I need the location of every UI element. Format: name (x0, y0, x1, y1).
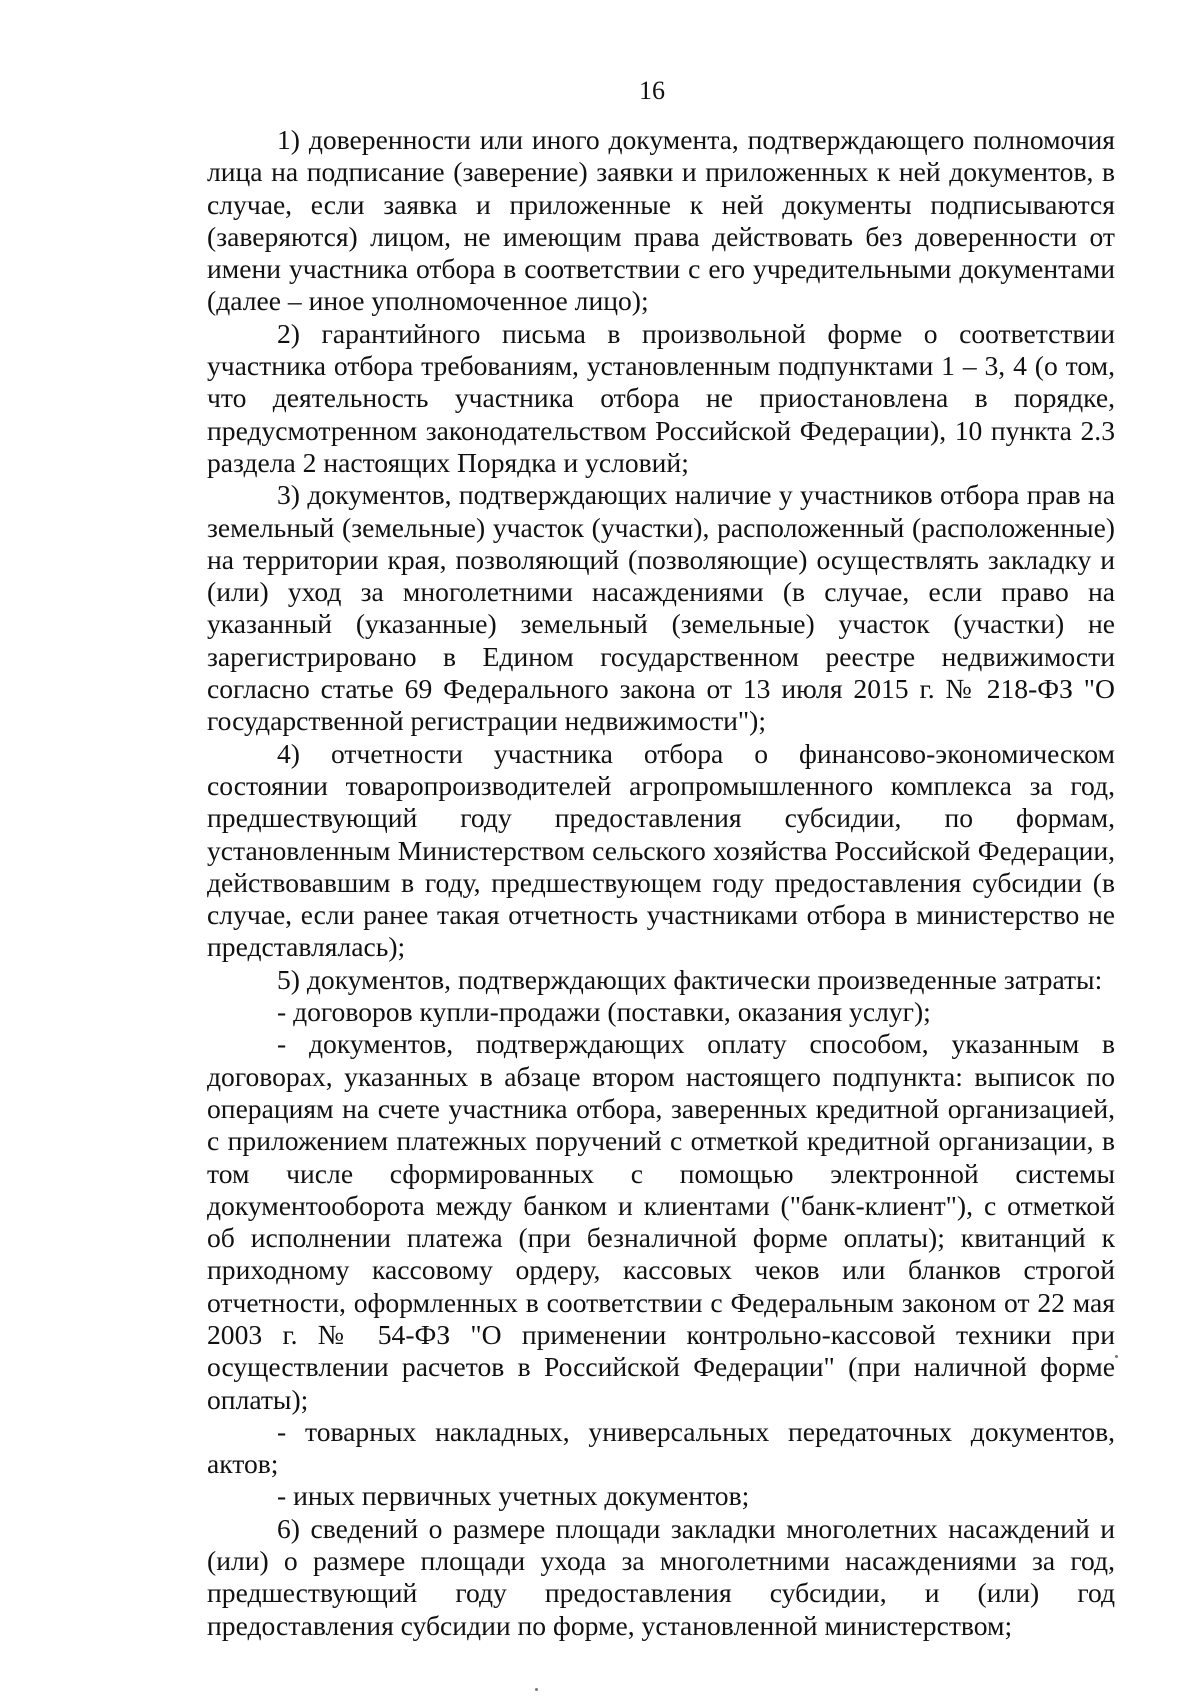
paragraph-5-item-primary-docs: - иных первичных учетных документов; (277, 1480, 750, 1512)
paragraph-5-item-payments: - документов, подтверждающих оплату способом, указанным в договорах, указанных в абзаце втором настоящего подпункта: выписок по операциям на счете участника отбора, заверенных кредитной организацией, с приложением платежных поручений с отметкой кредитной организации, в том числе сформированных с помощью электронной системы документооборота между банком и клиентами ("банк-клиент"), с отметкой об исполнении платежа (при безналичной форме оплаты); квитанций к приходному кассовому ордеру, кассовых чеков или бланков строгой отчетности, оформленных в соответствии с Федеральным законом от 22 мая 2003 г. № 54-ФЗ "О применении контрольно-кассовой техники при осуществлении расчетов в Российской Федерации" (при наличной форме оплаты); (207, 1028, 1115, 1415)
paragraph-6: 6) сведений о размере площади закладки многолетних насаждений и (или) о размере площади ухода за многолетними насаждениями за год, предшествующий году предоставления субсидии, и (или) год предоставления субсидии по форме, установленной министерством; (207, 1512, 1115, 1641)
paragraph-5-item-invoices: - товарных накладных, универсальных передаточных документов, актов; (207, 1415, 1115, 1480)
page-number: 16 (639, 76, 665, 105)
paragraph-5: 5) документов, подтверждающих фактически произведенные затраты: (277, 963, 1103, 995)
scan-speck (535, 1688, 538, 1691)
document-body (207, 124, 1115, 1642)
paragraph-5-item-contracts: - договоров купли-продажи (поставки, оказания услуг); (277, 996, 931, 1028)
paragraph-1: 1) доверенности или иного документа, подтверждающего полномочия лица на подписание (заверение) заявки и приложенных к ней документов, в случае, если заявка и приложенные к ней документы подписываются (заверяются) лицом, не имеющим права действовать без доверенности от имени участника отбора в соответствии с его учредительными документами (далее – иное уполномоченное лицо); (207, 124, 1115, 317)
paragraph-2: 2) гарантийного письма в произвольной форме о соответствии участника отбора требованиям, установленным подпунктами 1 – 3, 4 (о том, что деятельность участника отбора не приостановлена в порядке, предусмотренном законодательством Российской Федерации), 10 пункта 2.3 раздела 2 настоящих Порядка и условий; (207, 317, 1115, 478)
paragraph-3: 3) документов, подтверждающих наличие у участников отбора прав на земельный (земельные) участок (участки), расположенный (расположенные) на территории края, позволяющий (позволяющие) осуществлять закладку и (или) уход за многолетними насаждениями (в случае, если право на указанный (указанные) земельный (земельные) участок (участки) не зарегистрировано в Едином государственном реестре недвижимости согласно статье 69 Федерального закона от 13 июля 2015 г. № 218-ФЗ "О государственной регистрации недвижимости"); (207, 479, 1115, 737)
scan-speck (1115, 1355, 1118, 1358)
paragraph-4: 4) отчетности участника отбора о финансово-экономическом состоянии товаропроизводителей агропромышленного комплекса за год, предшествующий году предоставления субсидии, по формам, установленным Министерством сельского хозяйства Российской Федерации, действовавшим в году, предшествующем году предоставления субсидии (в случае, если ранее такая отчетность участниками отбора в министерство не представлялась); (207, 737, 1115, 963)
